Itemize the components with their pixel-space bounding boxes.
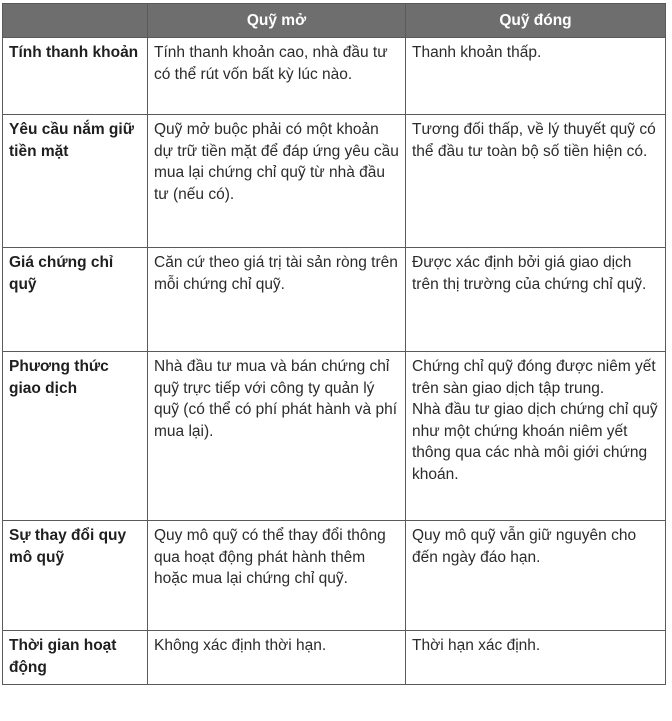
closed-fund-cell: Quy mô quỹ vẫn giữ nguyên cho đến ngày đáo hạn. bbox=[406, 521, 666, 631]
table-header bbox=[3, 4, 666, 38]
table-row bbox=[3, 248, 666, 352]
row-label: Phương thức giao dịch bbox=[3, 352, 148, 521]
closed-fund-paragraph: Chứng chỉ quỹ đóng được niêm yết trên sàn giao dịch tập trung. bbox=[412, 358, 656, 397]
row-label: Tính thanh khoản bbox=[3, 38, 148, 115]
header-cell-empty bbox=[3, 4, 148, 38]
row-label: Thời gian hoạt động bbox=[3, 631, 148, 685]
open-fund-cell: Căn cứ theo giá trị tài sản ròng trên mỗi chứng chỉ quỹ. bbox=[148, 248, 406, 352]
comparison-table bbox=[2, 3, 666, 685]
closed-fund-cell: Thanh khoản thấp. bbox=[406, 38, 666, 115]
table-row bbox=[3, 521, 666, 631]
closed-fund-cell: Được xác định bởi giá giao dịch trên thị trường của chứng chỉ quỹ. bbox=[406, 248, 666, 352]
open-fund-cell: Quỹ mở buộc phải có một khoản dự trữ tiền mặt để đáp ứng yêu cầu mua lại chứng chỉ quỹ từ nhà đầu tư (nếu có). bbox=[148, 115, 406, 248]
table-row bbox=[3, 352, 666, 521]
row-label: Yêu cầu nắm giữ tiền mặt bbox=[3, 115, 148, 248]
table-row bbox=[3, 38, 666, 115]
open-fund-cell: Nhà đầu tư mua và bán chứng chỉ quỹ trực tiếp với công ty quản lý quỹ (có thể có phí phát hành và phí mua lại). bbox=[148, 352, 406, 521]
open-fund-cell: Không xác định thời hạn. bbox=[148, 631, 406, 685]
open-fund-cell: Quy mô quỹ có thể thay đổi thông qua hoạt động phát hành thêm hoặc mua lại chứng chỉ quỹ. bbox=[148, 521, 406, 631]
closed-fund-cell: Thời hạn xác định. bbox=[406, 631, 666, 685]
closed-fund-paragraph: Nhà đầu tư giao dịch chứng chỉ quỹ như một chứng khoán niêm yết thông qua các nhà môi giới chứng khoán. bbox=[412, 401, 658, 483]
header-cell-closed-fund: Quỹ đóng bbox=[406, 4, 666, 38]
table-row bbox=[3, 115, 666, 248]
closed-fund-cell bbox=[406, 352, 666, 521]
table-row bbox=[3, 631, 666, 685]
row-label: Giá chứng chỉ quỹ bbox=[3, 248, 148, 352]
row-label: Sự thay đổi quy mô quỹ bbox=[3, 521, 148, 631]
closed-fund-cell: Tương đối thấp, về lý thuyết quỹ có thể đầu tư toàn bộ số tiền hiện có. bbox=[406, 115, 666, 248]
header-cell-open-fund: Quỹ mở bbox=[148, 4, 406, 38]
open-fund-cell: Tính thanh khoản cao, nhà đầu tư có thể rút vốn bất kỳ lúc nào. bbox=[148, 38, 406, 115]
